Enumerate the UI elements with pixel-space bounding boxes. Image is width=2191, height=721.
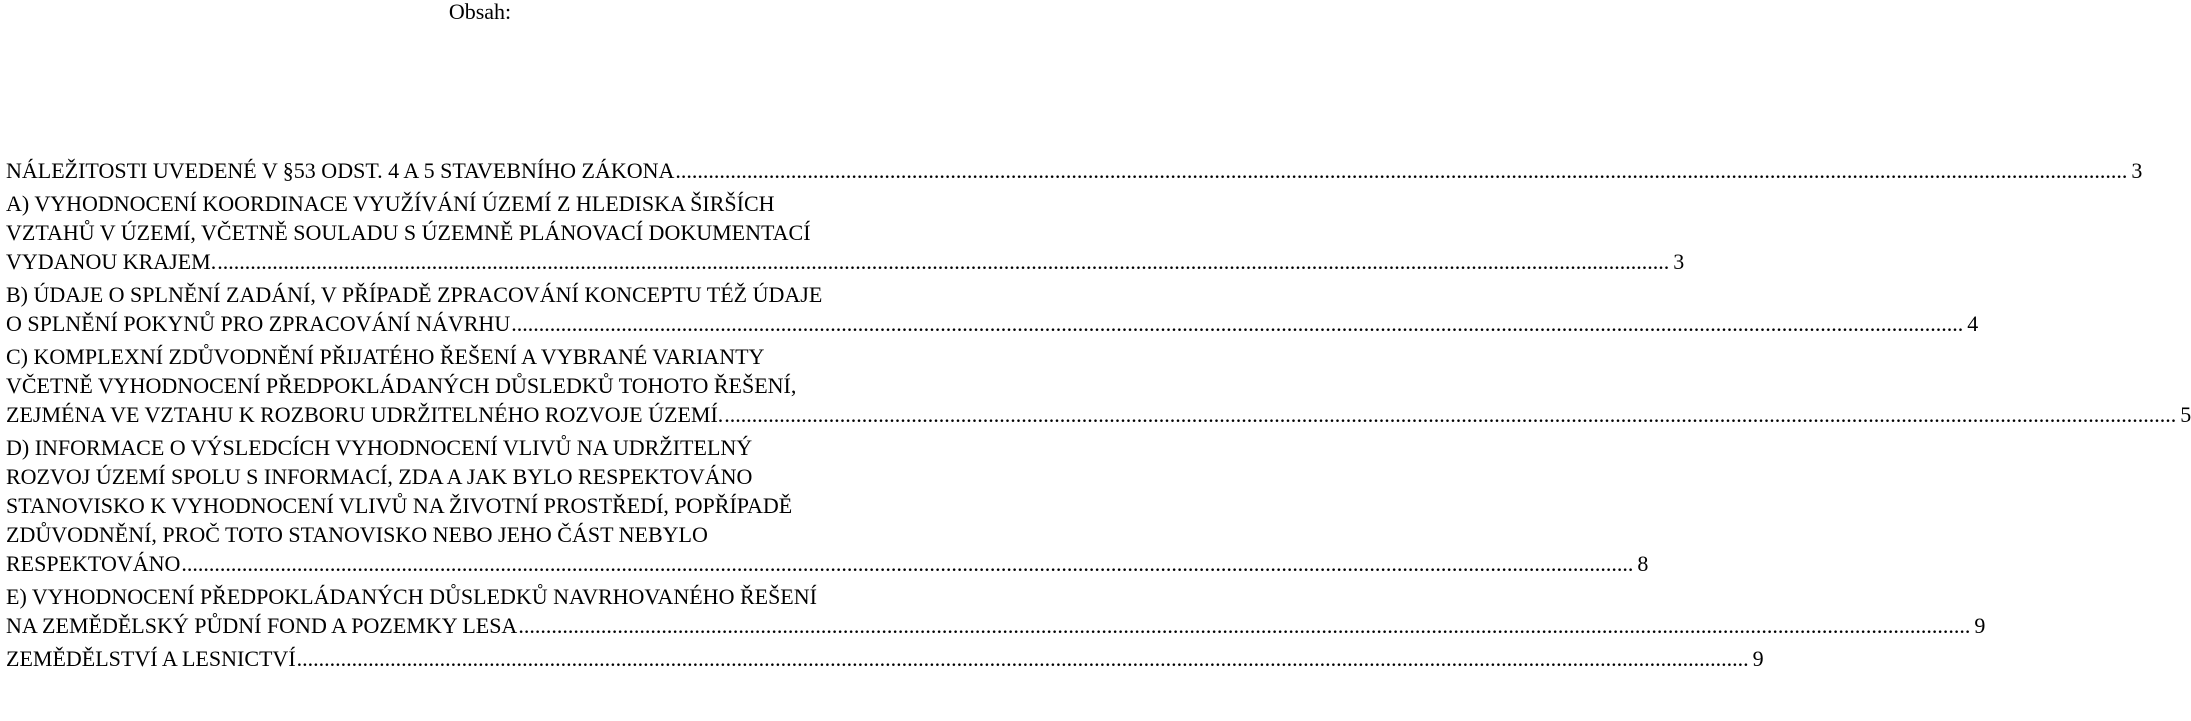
toc-entry-agriculture[interactable] [6, 644, 1764, 673]
toc-entry-c[interactable] [6, 342, 2191, 429]
toc-entry-text: RESPEKTOVÁNO [6, 551, 181, 576]
toc-entry-text: C) KOMPLEXNÍ ZDŮVODNĚNÍ PŘIJATÉHO ŘEŠENÍ A VYBRANÉ VARIANTY [6, 344, 765, 369]
toc-entry-text: VYDANOU KRAJEM. [6, 249, 217, 274]
toc-entry-b[interactable] [6, 280, 1979, 338]
table-of-contents [6, 156, 2191, 673]
toc-page-number: 5 [2180, 402, 2191, 427]
toc-entry-text: NÁLEŽITOSTI UVEDENÉ V §53 ODST. 4 A 5 STAVEBNÍHO ZÁKONA [6, 158, 675, 183]
toc-leader-dots [217, 247, 1669, 276]
toc-entry-text: B) ÚDAJE O SPLNĚNÍ ZADÁNÍ, V PŘÍPADĚ ZPRACOVÁNÍ KONCEPTU TÉŽ ÚDAJE [6, 282, 823, 307]
toc-leader-dots [518, 611, 1970, 640]
toc-entry-text: D) INFORMACE O VÝSLEDCÍCH VYHODNOCENÍ VLIVŮ NA UDRŽITELNÝ [6, 435, 753, 460]
toc-leader-dots [724, 400, 2176, 429]
toc-entry-text: ZEJMÉNA VE VZTAHU K ROZBORU UDRŽITELNÉHO ROZVOJE ÚZEMÍ. [6, 402, 724, 427]
toc-entry-text: ZEMĚDĚLSTVÍ A LESNICTVÍ [6, 646, 296, 671]
toc-entry-e[interactable] [6, 582, 1986, 640]
toc-entry-text: VZTAHŮ V ÚZEMÍ, VČETNĚ SOULADU S ÚZEMNĚ PLÁNOVACÍ DOKUMENTACÍ [6, 220, 811, 245]
toc-entry-requirements[interactable] [6, 156, 2143, 185]
toc-entry-text: ZDŮVODNĚNÍ, PROČ TOTO STANOVISKO NEBO JEHO ČÁST NEBYLO [6, 522, 708, 547]
toc-leader-dots [675, 156, 2127, 185]
toc-entry-text: STANOVISKO K VYHODNOCENÍ VLIVŮ NA ŽIVOTNÍ PROSTŘEDÍ, POPŘÍPADĚ [6, 493, 793, 518]
toc-page-number: 4 [1967, 311, 1979, 336]
toc-page-number: 8 [1637, 551, 1649, 576]
toc-entry-text: VČETNĚ VYHODNOCENÍ PŘEDPOKLÁDANÝCH DŮSLEDKŮ TOHOTO ŘEŠENÍ, [6, 373, 797, 398]
toc-page-number: 9 [1752, 646, 1764, 671]
toc-entry-text: A) VYHODNOCENÍ KOORDINACE VYUŽÍVÁNÍ ÚZEMÍ Z HLEDISKA ŠIRŠÍCH [6, 191, 775, 216]
toc-page-number: 9 [1974, 613, 1986, 638]
toc-entry-text: NA ZEMĚDĚLSKÝ PŮDNÍ FOND A POZEMKY LESA [6, 613, 518, 638]
toc-entry-a[interactable] [6, 189, 1685, 276]
toc-entry-text: O SPLNĚNÍ POKYNŮ PRO ZPRACOVÁNÍ NÁVRHU [6, 311, 511, 336]
toc-page-number: 3 [1673, 249, 1685, 274]
toc-entry-text: ROZVOJ ÚZEMÍ SPOLU S INFORMACÍ, ZDA A JAK BYLO RESPEKTOVÁNO [6, 464, 753, 489]
page-title: Obsah: [448, 0, 512, 24]
toc-leader-dots [511, 309, 1963, 338]
toc-page-number: 3 [2131, 158, 2143, 183]
toc-entry-d[interactable] [6, 433, 1649, 578]
toc-leader-dots [181, 549, 1633, 578]
toc-leader-dots [297, 644, 1749, 673]
toc-entry-text: E) VYHODNOCENÍ PŘEDPOKLÁDANÝCH DŮSLEDKŮ NAVRHOVANÉHO ŘEŠENÍ [6, 584, 817, 609]
